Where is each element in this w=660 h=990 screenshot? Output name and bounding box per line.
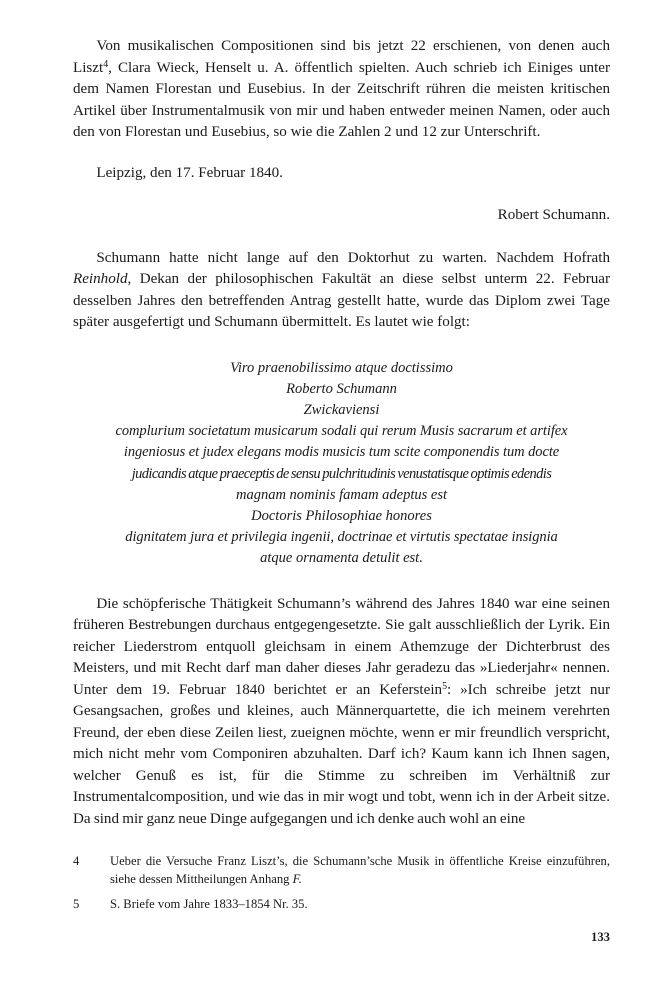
footnote-ref-5[interactable]: 5: [442, 680, 448, 692]
footnote-text: [110, 897, 308, 911]
paragraph-doctorate-part-a: Schumann hatte nicht lange auf den Doktorhut zu warten. Nachdem Hofrath: [96, 249, 610, 266]
footnote-area: [73, 852, 610, 919]
dateline: Leipzig, den 17. Februar 1840.: [96, 164, 283, 181]
footnote-item: [73, 895, 610, 913]
name-reinhold: Reinhold: [73, 271, 128, 287]
page-number: 133: [591, 930, 610, 944]
latin-line-8: Doctoris Philosophiae honores: [251, 507, 432, 524]
footnote-number: 5: [73, 896, 80, 911]
footnote-number: 4: [73, 854, 80, 868]
latin-line-1: Viro praenobilissimo atque doctissimo: [230, 359, 453, 376]
spacer-before-latin-block: [73, 334, 610, 358]
footnote-ref-4[interactable]: 4: [103, 58, 109, 70]
latin-line-10: atque ornamenta detulit est.: [260, 550, 423, 567]
latin-line-3: Zwickaviensi: [303, 401, 380, 418]
latin-line-9: dignitatem jura et privilegia ingenii, doctrinae et virtutis spectatae insignia: [125, 529, 558, 546]
main-text-column: [73, 36, 610, 830]
latin-line-6: judicandis atque praeceptis de sensu pulchritudinis venustatisque optimis edendis: [131, 465, 552, 482]
paragraph-liederjahr-part-b: : »Ich schreibe jetzt nur Gesangsachen, großes und kleines, auch Männerquartette, die ich meinem verehrten Freund, der eben diese Zeilen liest, zueignen möchte, wenn er mir freundlich verspricht, mich nicht mehr vom Componiren abzuhalten. Darf ich? Kaum kann ich Ihnen sagen, welcher Genuß es ist, für die Stimme zu schreiben im Verhältniß zur Instrumentalcomposition, und wie das in mir wogt und tobt, wenn ich in der Arbeit sitze. Da sind mir ganz neue Dinge aufgegangen und ich denke auch wohl an eine: [73, 681, 610, 827]
spacer-before-signature: [73, 184, 610, 205]
spacer-after-latin-block: [73, 570, 610, 594]
spacer-after-signature: [73, 227, 610, 248]
latin-diploma-block: [73, 358, 610, 570]
paragraph-compositions-part-b: , Clara Wieck, Henselt u. A. öffentlich spielten. Auch schrieb ich Einiges unter dem Namen Florestan und Eusebius. In der Zeitschrift rühren die meisten kritischen Artikel über Instrumentalmusik von mir und haben entweder meinen Namen, oder auch den von Florestan und Eusebius, so wie die Zahlen 2 und 12 zur Unterschrift.: [73, 59, 610, 140]
latin-line-5: ingeniosus et judex elegans modis musicis tum scite componendis tum docte: [123, 444, 560, 461]
footnote-text-part-a: Ueber die Versuche Franz Liszt’s, die Schumann’sche Musik in öffentliche Kreise einzuführen, siehe dessen Mittheilungen Anhang: [110, 854, 610, 887]
latin-line-2: Roberto Schumann: [286, 380, 397, 397]
latin-line-4: complurium societatum musicarum sodali qui rerum Musis sacrarum et artifex: [115, 423, 568, 440]
paragraph-compositions-part-a: Von musikalischen Compositionen sind bis jetzt 22 erschienen, von denen auch Liszt: [73, 38, 610, 76]
spacer-after-paragraph-1: [73, 144, 610, 163]
signature-robert-schumann: Robert Schumann.: [497, 207, 610, 223]
paragraph-doctorate: [73, 248, 610, 334]
paragraph-liederjahr: [73, 594, 610, 831]
paragraph-compositions: [73, 36, 610, 144]
footnote-text: [110, 854, 610, 886]
paragraph-doctorate-part-b: , Dekan der philosophischen Fakultät an diese selbst unterm 22. Februar desselben Jahres den betreffenden Antrag gestellt hatte, wurde das Diplom zwei Tage später ausgefertigt und Schumann übermittelt. Es lautet wie folgt:: [73, 271, 610, 330]
footnote-italic-anhang: F.: [292, 872, 302, 887]
footnote-text-part-a: S. Briefe vom Jahre 1833–1854 Nr. 35.: [110, 896, 308, 911]
paragraph-liederjahr-part-a: Die schöpferische Thätigkeit Schumann’s während des Jahres 1840 war eine seinen früheren Bestrebungen durchaus entgegengesetzte. Sie galt ausschließlich der Lyrik. Ein reicher Liederstrom entquoll gleichsam in einem Athemzuge der Dichterbrust des Meisters, und mit Recht darf man daher dieses Jahr geradezu das »Liederjahr« nennen. Unter dem 19. Februar 1840 berichtet er an Keferstein: [73, 595, 610, 698]
latin-line-7: magnam nominis famam adeptus est: [235, 486, 448, 503]
footnote-item: [73, 852, 610, 889]
